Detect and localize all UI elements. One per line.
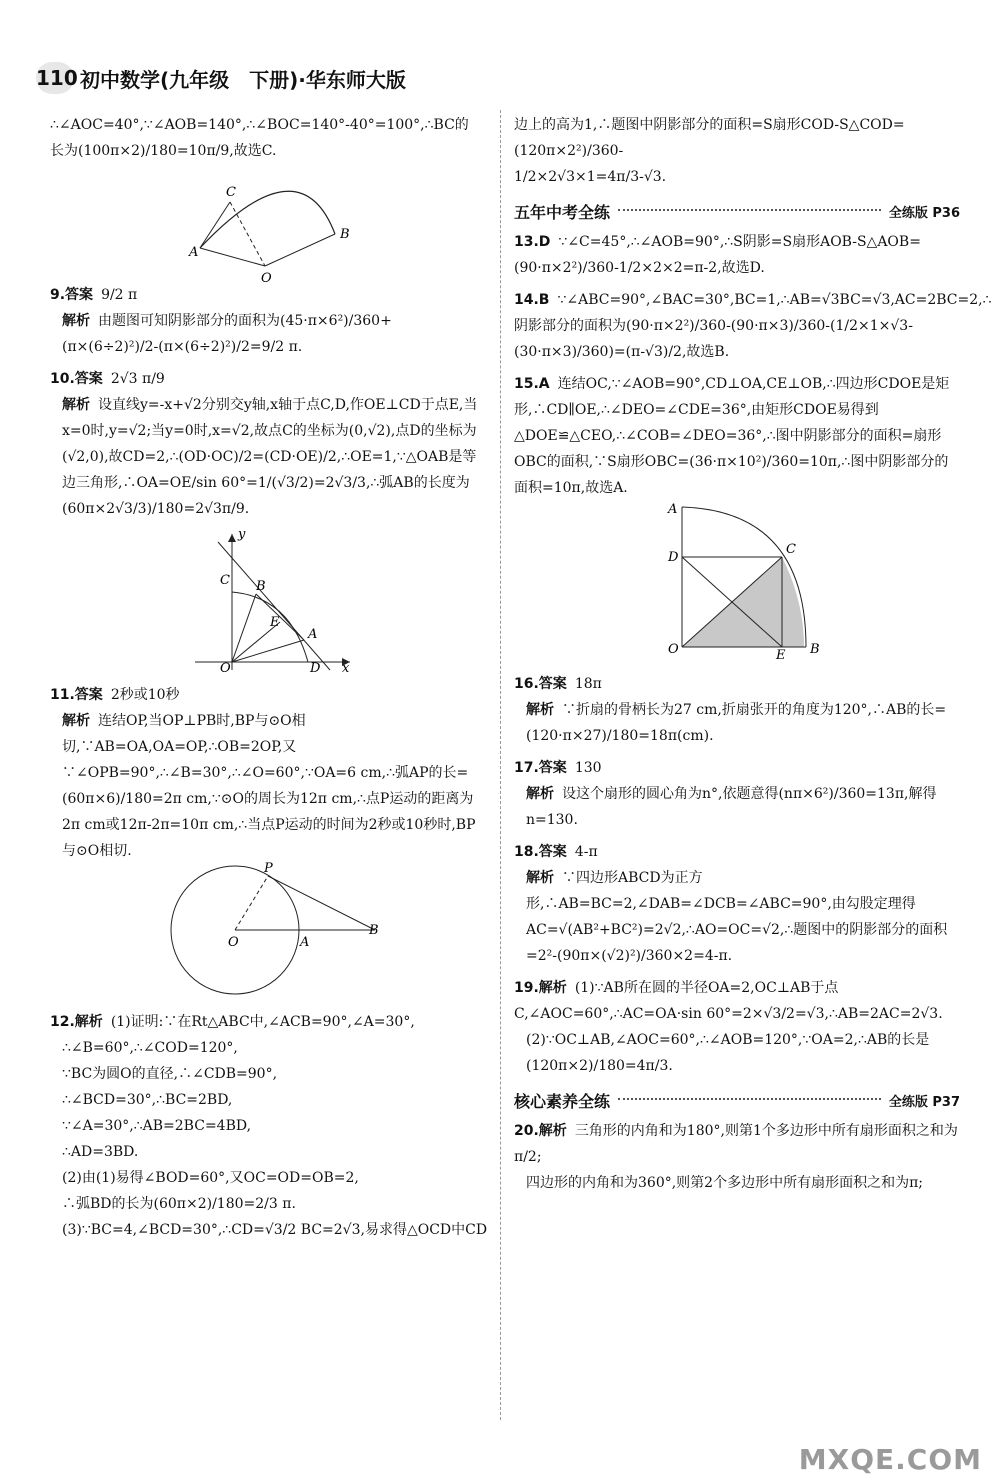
fig10-label-b: B	[256, 579, 266, 594]
q9-label: 9.答案	[50, 287, 94, 303]
watermark-text: MXQE.COM	[798, 1443, 982, 1476]
fig8-label-c: C	[226, 185, 236, 200]
right-column	[514, 112, 992, 1196]
fig15-label-o: O	[668, 642, 679, 657]
q20-label: 20.解析	[514, 1123, 567, 1139]
q12-label: 12.解析	[50, 1014, 103, 1030]
q10-analysis: 设直线y=-x+√2分别交y轴,x轴于点C,D,作OE⊥CD于点E,当x=0时,y=√2;当y=0时,x=√2,故点C的坐标为(0,√2),点D的坐标为(√2,0),故CD=2,∴(OD·OC)/2=(CD·OE)/2,∴OE=1,∵△OAB是等边三角形,∴OA=OE/sin 60°=1/(√3/2)=2√3/3,∴弧AB的长度为(60π×2√3/3)/180=2√3π/9.	[62, 397, 478, 517]
figure-q11	[50, 861, 488, 999]
q12-line: ∴∠B=60°,∴∠COD=120°,	[62, 1040, 238, 1056]
q11	[50, 682, 488, 864]
q15-label: 15.A	[514, 376, 550, 392]
q12-line: ∴∠BCD=30°,∴BC=2BD,	[62, 1092, 233, 1108]
q20	[514, 1118, 960, 1196]
q16-analysis: ∵折扇的骨柄长为27 cm,折扇张开的角度为120°,∴AB的长=(120·π×27)/180=18π(cm).	[526, 702, 947, 744]
fig11-label-b: B	[369, 923, 379, 938]
fig10-label-e: E	[270, 615, 280, 630]
q8-continuation: ∴∠AOC=40°,∵∠AOB=140°,∴∠BOC=140°-40°=100°,∴BC的	[50, 117, 469, 133]
q18-analysis: ∵四边形ABCD为正方形,∴AB=BC=2,∠DAB=∠DCB=∠ABC=90°,由勾股定理得AC=√(AB²+BC²)=2√2,∴AO=OC=√2,∴题图中的阴影部分的面积=2²-(90π×(√2)²)/360×2=4-π.	[526, 870, 948, 964]
fig10-label-c: C	[220, 573, 230, 588]
q12-line: ∵BC为圆O的直径,∴∠CDB=90°,	[62, 1066, 278, 1082]
q12-line: (3)∵BC=4,∠BCD=30°,∴CD=√3/2 BC=2√3,易求得△OCD中CD	[62, 1222, 488, 1238]
q18-label: 18.答案	[514, 844, 567, 860]
page-number: 110	[36, 62, 74, 94]
figure-q15	[514, 501, 960, 661]
fig11-label-a: A	[300, 935, 310, 950]
fig10-label-d: D	[310, 661, 321, 676]
fig15-label-d: D	[668, 550, 679, 565]
q11-label: 11.答案	[50, 687, 103, 703]
fig8-label-o: O	[261, 271, 272, 286]
column-divider	[500, 110, 501, 1420]
section-title: 五年中考全练	[514, 203, 611, 222]
q10-analysis-label: 解析	[62, 397, 90, 413]
q19-text1: (1)∵AB所在圆的半径OA=2,OC⊥AB于点C,∠AOC=60°,∴AC=OA·sin 60°=2×√3/2=√3,∴AB=2AC=2√3.	[514, 980, 943, 1022]
q12-line: ∴AD=3BD.	[62, 1144, 139, 1160]
fig10-label-a: A	[308, 627, 318, 642]
section-title: 核心素养全练	[514, 1092, 611, 1111]
left-column	[50, 112, 488, 1243]
q14-label: 14.B	[514, 292, 550, 308]
q8-continuation-2: 长为(100π×2)/180=10π/9,故选C.	[50, 143, 277, 159]
fig15-label-c: C	[786, 542, 796, 557]
q19-label: 19.解析	[514, 980, 567, 996]
q15-text: 连结OC,∵∠AOB=90°,CD⊥OA,CE⊥OB,∴四边形CDOE是矩形,∴CD∥OE,∴∠DEO=∠CDE=36°,由矩形CDOE易得到△DOE≌△CEO,∴∠COB=∠DEO=36°,∴图中阴影部分的面积=扇形OBC的面积,∵S扇形OBC=(36·π×10²)/360=10π,∴图中阴影部分的面积=10π,故选A.	[514, 376, 950, 496]
q10-answer: 2√3 π/9	[110, 371, 165, 387]
q12	[50, 1009, 488, 1243]
q13-label: 13.D	[514, 234, 551, 250]
q12-line: (1)证明:∵在Rt△ABC中,∠ACB=90°,∠A=30°,	[110, 1014, 415, 1030]
fig15-label-a: A	[668, 502, 678, 517]
q16-answer: 18π	[574, 676, 602, 692]
figure-q8	[50, 164, 488, 286]
fig10-label-x: x	[342, 661, 350, 676]
q19	[514, 975, 960, 1079]
q18-answer: 4-π	[574, 844, 598, 860]
q17	[514, 755, 960, 833]
q12-continuation-2: 1/2×2√3×1=4π/3-√3.	[514, 169, 667, 185]
q17-answer: 130	[574, 760, 602, 776]
q16-analysis-label: 解析	[526, 702, 554, 718]
q13-text: ∵∠C=45°,∴∠AOB=90°,∴S阴影=S扇形AOB-S△AOB=(90·π×2²)/360-1/2×2×2=π-2,故选D.	[514, 234, 921, 276]
q11-analysis-label: 解析	[62, 713, 90, 729]
q9	[50, 282, 488, 360]
q12-line: ∴弧BD的长为(60π×2)/180=2/3 π.	[62, 1196, 296, 1212]
q17-analysis-label: 解析	[526, 786, 554, 802]
q12-line: ∵∠A=30°,∴AB=2BC=4BD,	[62, 1118, 252, 1134]
q10	[50, 366, 488, 522]
section-ref: 全练版 P37	[888, 1095, 960, 1110]
q16	[514, 671, 960, 749]
q17-analysis: 设这个扇形的圆心角为n°,依题意得(nπ×6²)/360=13π,解得n=130.	[526, 786, 937, 828]
q20-text1: 三角形的内角和为180°,则第1个多边形中所有扇形面积之和为π/2;	[514, 1123, 958, 1165]
q13	[514, 229, 960, 281]
fig10-label-o: O	[220, 661, 231, 676]
q17-label: 17.答案	[514, 760, 567, 776]
q14-text: ∵∠ABC=90°,∠BAC=30°,BC=1,∴AB=√3BC=√3,AC=2BC=2,∴阴影部分的面积为(90·π×2²)/360-(90·π×3)/360-(1/2×1×√3-(30·π×3)/360)=(π-√3)/2,故选B.	[514, 292, 992, 360]
fig11-label-p: P	[264, 861, 273, 876]
q9-analysis: 由题图可知阴影部分的面积为(45·π×6²)/360+(π×(6÷2)²)/2-(π×(6÷2)²)/2=9/2 π.	[62, 313, 392, 355]
fig8-label-a: A	[189, 245, 199, 260]
fig15-label-b: B	[810, 642, 820, 657]
q20-text2: 四边形的内角和为360°,则第2个多边形中所有扇形面积之和为π;	[526, 1175, 923, 1191]
q10-label: 10.答案	[50, 371, 103, 387]
fig15-label-e: E	[776, 648, 786, 663]
q18	[514, 839, 960, 969]
section-leader-dots	[618, 1098, 881, 1100]
q12-line: (2)由(1)易得∠BOD=60°,又OC=OD=OB=2,	[62, 1170, 359, 1186]
section-five-year	[514, 200, 960, 223]
fig8-label-b: B	[340, 227, 350, 242]
q15	[514, 371, 960, 501]
q19-text2: (2)∵OC⊥AB,∠AOC=60°,∴∠AOB=120°,∵OA=2,∴AB的长是(120π×2)/180=4π/3.	[526, 1032, 930, 1074]
q9-analysis-label: 解析	[62, 313, 90, 329]
q11-answer: 2秒或10秒	[110, 687, 180, 703]
fig10-label-y: y	[238, 527, 246, 542]
q9-answer: 9/2 π	[101, 287, 138, 303]
q18-analysis-label: 解析	[526, 870, 554, 886]
q14	[514, 287, 992, 365]
page-header-title: 初中数学(九年级 下册)·华东师大版	[80, 68, 406, 92]
section-leader-dots	[618, 209, 881, 211]
q16-label: 16.答案	[514, 676, 567, 692]
q11-analysis: 连结OP,当OP⊥PB时,BP与⊙O相切,∵AB=OA,OA=OP,∴OB=2OP,又∵∠OPB=90°,∴∠B=30°,∴∠O=60°,∵OA=6 cm,∴弧AP的长=(60π×6)/180=2π cm,∵⊙O的周长为12π cm,∴点P运动的距离为2π cm或12π-2π=10π cm,∴当点P运动的时间为2秒或10秒时,BP与⊙O相切.	[62, 713, 476, 859]
q12-continuation: 边上的高为1,∴题图中阴影部分的面积=S扇形COD-S△COD=(120π×2²)/360-	[514, 117, 905, 159]
section-ref: 全练版 P36	[888, 206, 960, 221]
fig11-label-o: O	[228, 935, 239, 950]
figure-q10	[50, 522, 488, 676]
section-core-literacy	[514, 1089, 960, 1112]
